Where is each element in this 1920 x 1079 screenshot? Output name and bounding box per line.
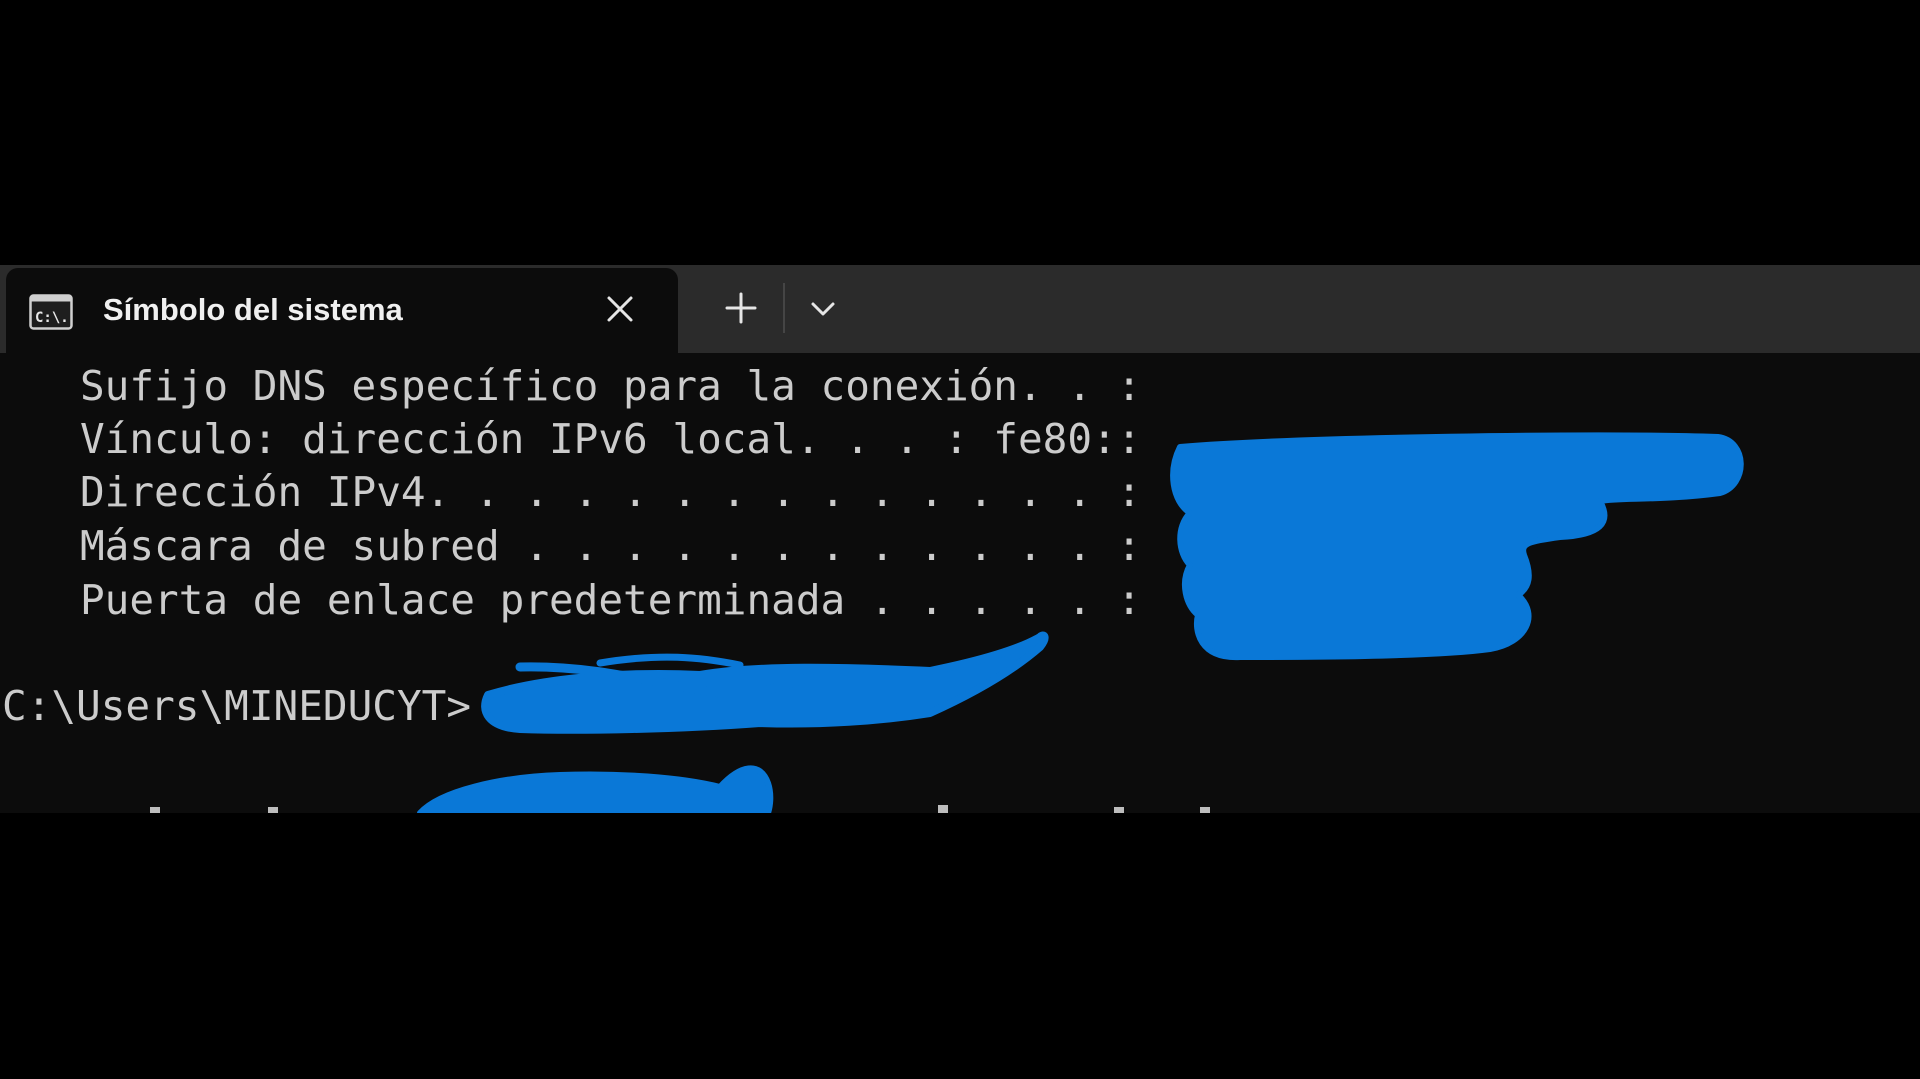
terminal-output[interactable] (0, 353, 1920, 813)
svg-text:C:\.: C:\. (35, 310, 69, 326)
tab-title: Símbolo del sistema (103, 292, 403, 327)
terminal-line-ipv4: Dirección IPv4. . . . . . . . . . . . . . : (80, 468, 1142, 516)
terminal-line-subnet-mask: Máscara de subred . . . . . . . . . . . . : (80, 522, 1142, 570)
plus-icon[interactable] (719, 286, 763, 330)
command-prompt-icon (29, 294, 73, 330)
tab-strip (0, 265, 1920, 353)
tab-separator (783, 283, 785, 333)
tab-command-prompt[interactable] (6, 268, 678, 353)
terminal-window (0, 265, 1920, 813)
terminal-line-dns-suffix: Sufijo DNS específico para la conexión. . : (80, 362, 1142, 410)
terminal-line-ipv6: Vínculo: dirección IPv6 local. . . : fe80:: (80, 415, 1142, 463)
close-icon[interactable] (602, 291, 638, 327)
terminal-line-gateway: Puerta de enlace predeterminada . . . . . : (80, 576, 1142, 624)
terminal-prompt: C:\Users\MINEDUCYT> (2, 682, 471, 730)
chevron-down-icon[interactable] (802, 289, 844, 329)
